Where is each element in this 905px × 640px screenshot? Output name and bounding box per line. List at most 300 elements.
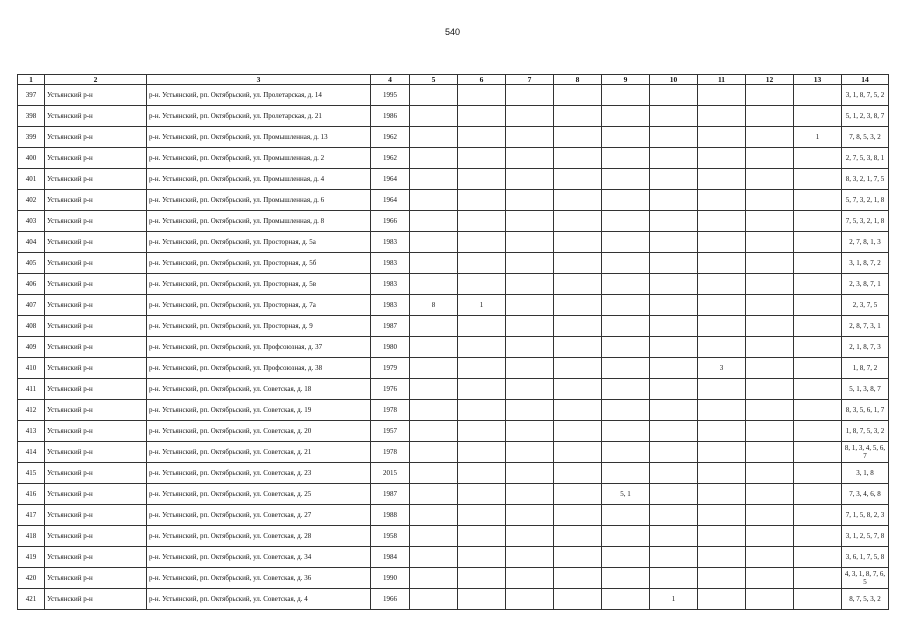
row-number: 412	[18, 400, 45, 421]
col14-cell: 8, 7, 5, 3, 2	[842, 589, 889, 610]
address-cell: р-н. Устьянский, рп. Октябрьский, ул. Промышленная, д. 13	[147, 127, 371, 148]
address-cell: р-н. Устьянский, рп. Октябрьский, ул. Советская, д. 27	[147, 505, 371, 526]
col10-cell	[650, 316, 698, 337]
col5-cell	[410, 421, 458, 442]
col6-cell	[458, 316, 506, 337]
col8-cell	[554, 589, 602, 610]
col9-cell	[602, 442, 650, 463]
district-cell: Устьянский р-н	[45, 295, 147, 316]
row-number: 401	[18, 169, 45, 190]
col13-cell	[794, 232, 842, 253]
district-cell: Устьянский р-н	[45, 400, 147, 421]
table-body	[18, 85, 889, 610]
col8-cell	[554, 253, 602, 274]
year-cell: 1964	[371, 190, 410, 211]
col14-cell: 2, 8, 7, 3, 1	[842, 316, 889, 337]
col10-cell	[650, 526, 698, 547]
col5-cell	[410, 148, 458, 169]
col10-cell	[650, 463, 698, 484]
row-number: 409	[18, 337, 45, 358]
col5-cell	[410, 106, 458, 127]
table-row	[18, 568, 889, 589]
address-cell: р-н. Устьянский, рп. Октябрьский, ул. Промышленная, д. 6	[147, 190, 371, 211]
district-cell: Устьянский р-н	[45, 589, 147, 610]
district-cell: Устьянский р-н	[45, 127, 147, 148]
col12-cell	[746, 484, 794, 505]
col9-cell	[602, 337, 650, 358]
district-cell: Устьянский р-н	[45, 568, 147, 589]
col11-cell	[698, 316, 746, 337]
col11-cell	[698, 211, 746, 232]
col13-cell: 1	[794, 127, 842, 148]
col9-cell	[602, 547, 650, 568]
col11-cell	[698, 253, 746, 274]
col10-cell	[650, 337, 698, 358]
col13-cell	[794, 274, 842, 295]
col13-cell	[794, 568, 842, 589]
col8-cell	[554, 421, 602, 442]
row-number: 405	[18, 253, 45, 274]
row-number: 408	[18, 316, 45, 337]
col5-cell	[410, 463, 458, 484]
col10-cell	[650, 358, 698, 379]
address-cell: р-н. Устьянский, рп. Октябрьский, ул. Советская, д. 19	[147, 400, 371, 421]
col9-cell	[602, 106, 650, 127]
col6-cell: 1	[458, 295, 506, 316]
col12-cell	[746, 505, 794, 526]
col6-cell	[458, 421, 506, 442]
col7-cell	[506, 295, 554, 316]
col6-cell	[458, 337, 506, 358]
col6-cell	[458, 463, 506, 484]
table-row	[18, 253, 889, 274]
row-number: 415	[18, 463, 45, 484]
district-cell: Устьянский р-н	[45, 106, 147, 127]
col8-cell	[554, 484, 602, 505]
col13-cell	[794, 526, 842, 547]
row-number: 411	[18, 379, 45, 400]
col14-cell: 3, 1, 8, 7, 5, 2	[842, 85, 889, 106]
col8-cell	[554, 505, 602, 526]
col9-cell	[602, 148, 650, 169]
col14-cell: 2, 3, 8, 7, 1	[842, 274, 889, 295]
col7-cell	[506, 379, 554, 400]
col10-cell	[650, 295, 698, 316]
col10-cell	[650, 148, 698, 169]
row-number: 413	[18, 421, 45, 442]
year-cell: 1964	[371, 169, 410, 190]
col8-cell	[554, 106, 602, 127]
col6-cell	[458, 547, 506, 568]
col13-cell	[794, 505, 842, 526]
address-cell: р-н. Устьянский, рп. Октябрьский, ул. Просторная, д. 5б	[147, 253, 371, 274]
district-cell: Устьянский р-н	[45, 421, 147, 442]
col9-cell	[602, 190, 650, 211]
col13-cell	[794, 316, 842, 337]
table-row	[18, 106, 889, 127]
col13-cell	[794, 148, 842, 169]
district-cell: Устьянский р-н	[45, 379, 147, 400]
col9-cell	[602, 421, 650, 442]
col12-cell	[746, 337, 794, 358]
col7-cell	[506, 274, 554, 295]
year-cell: 1966	[371, 211, 410, 232]
col9-cell	[602, 505, 650, 526]
column-header-7: 7	[506, 75, 554, 85]
col12-cell	[746, 400, 794, 421]
col10-cell	[650, 211, 698, 232]
col10-cell	[650, 442, 698, 463]
col5-cell	[410, 547, 458, 568]
col11-cell	[698, 442, 746, 463]
row-number: 419	[18, 547, 45, 568]
col10-cell	[650, 190, 698, 211]
col5-cell	[410, 505, 458, 526]
column-header-5: 5	[410, 75, 458, 85]
col13-cell	[794, 190, 842, 211]
district-cell: Устьянский р-н	[45, 337, 147, 358]
col9-cell	[602, 127, 650, 148]
col14-cell: 8, 3, 2, 1, 7, 5	[842, 169, 889, 190]
col11-cell	[698, 190, 746, 211]
address-cell: р-н. Устьянский, рп. Октябрьский, ул. Просторная, д. 7а	[147, 295, 371, 316]
col9-cell	[602, 463, 650, 484]
year-cell: 1978	[371, 442, 410, 463]
col11-cell	[698, 484, 746, 505]
col11-cell	[698, 505, 746, 526]
col9-cell	[602, 526, 650, 547]
col12-cell	[746, 547, 794, 568]
col7-cell	[506, 400, 554, 421]
col7-cell	[506, 127, 554, 148]
row-number: 420	[18, 568, 45, 589]
col7-cell	[506, 169, 554, 190]
col14-cell: 3, 6, 1, 7, 5, 8	[842, 547, 889, 568]
column-header-2: 2	[45, 75, 147, 85]
year-cell: 2015	[371, 463, 410, 484]
year-cell: 1978	[371, 400, 410, 421]
col11-cell: 3	[698, 358, 746, 379]
table-row	[18, 169, 889, 190]
col6-cell	[458, 379, 506, 400]
column-header-4: 4	[371, 75, 410, 85]
col14-cell: 7, 8, 5, 3, 2	[842, 127, 889, 148]
year-cell: 1983	[371, 253, 410, 274]
address-cell: р-н. Устьянский, рп. Октябрьский, ул. Просторная, д. 9	[147, 316, 371, 337]
col9-cell	[602, 85, 650, 106]
col12-cell	[746, 127, 794, 148]
col8-cell	[554, 358, 602, 379]
row-number: 397	[18, 85, 45, 106]
col10-cell	[650, 400, 698, 421]
col5-cell	[410, 358, 458, 379]
row-number: 399	[18, 127, 45, 148]
col13-cell	[794, 442, 842, 463]
col8-cell	[554, 316, 602, 337]
district-cell: Устьянский р-н	[45, 358, 147, 379]
row-number: 402	[18, 190, 45, 211]
col7-cell	[506, 316, 554, 337]
col10-cell	[650, 85, 698, 106]
col12-cell	[746, 253, 794, 274]
col10-cell	[650, 547, 698, 568]
district-cell: Устьянский р-н	[45, 85, 147, 106]
col6-cell	[458, 190, 506, 211]
col8-cell	[554, 379, 602, 400]
table-row	[18, 463, 889, 484]
col12-cell	[746, 295, 794, 316]
col7-cell	[506, 253, 554, 274]
col9-cell	[602, 358, 650, 379]
col5-cell	[410, 232, 458, 253]
col6-cell	[458, 169, 506, 190]
col5-cell: 8	[410, 295, 458, 316]
column-header-11: 11	[698, 75, 746, 85]
col7-cell	[506, 442, 554, 463]
col12-cell	[746, 568, 794, 589]
col6-cell	[458, 484, 506, 505]
col6-cell	[458, 85, 506, 106]
col5-cell	[410, 337, 458, 358]
year-cell: 1983	[371, 295, 410, 316]
district-cell: Устьянский р-н	[45, 526, 147, 547]
col14-cell: 2, 1, 8, 7, 3	[842, 337, 889, 358]
year-cell: 1966	[371, 589, 410, 610]
address-cell: р-н. Устьянский, рп. Октябрьский, ул. Советская, д. 28	[147, 526, 371, 547]
col10-cell	[650, 379, 698, 400]
table-row	[18, 316, 889, 337]
col12-cell	[746, 211, 794, 232]
col7-cell	[506, 589, 554, 610]
col9-cell	[602, 295, 650, 316]
col13-cell	[794, 589, 842, 610]
table-header	[18, 75, 889, 85]
col5-cell	[410, 211, 458, 232]
col7-cell	[506, 421, 554, 442]
column-header-1: 1	[18, 75, 45, 85]
col11-cell	[698, 274, 746, 295]
row-number: 410	[18, 358, 45, 379]
district-cell: Устьянский р-н	[45, 148, 147, 169]
col8-cell	[554, 211, 602, 232]
col7-cell	[506, 505, 554, 526]
col14-cell: 2, 7, 8, 1, 3	[842, 232, 889, 253]
table-row	[18, 505, 889, 526]
col8-cell	[554, 295, 602, 316]
col8-cell	[554, 232, 602, 253]
col9-cell	[602, 316, 650, 337]
district-cell: Устьянский р-н	[45, 253, 147, 274]
col14-cell: 3, 1, 8, 7, 2	[842, 253, 889, 274]
district-cell: Устьянский р-н	[45, 463, 147, 484]
address-cell: р-н. Устьянский, рп. Октябрьский, ул. Советская, д. 36	[147, 568, 371, 589]
row-number: 416	[18, 484, 45, 505]
col7-cell	[506, 148, 554, 169]
col7-cell	[506, 526, 554, 547]
col12-cell	[746, 526, 794, 547]
col8-cell	[554, 547, 602, 568]
year-cell: 1990	[371, 568, 410, 589]
col11-cell	[698, 421, 746, 442]
year-cell: 1980	[371, 337, 410, 358]
table-row	[18, 484, 889, 505]
table-row	[18, 232, 889, 253]
col8-cell	[554, 526, 602, 547]
address-cell: р-н. Устьянский, рп. Октябрьский, ул. Советская, д. 21	[147, 442, 371, 463]
col14-cell: 5, 1, 3, 8, 7	[842, 379, 889, 400]
col11-cell	[698, 463, 746, 484]
year-cell: 1958	[371, 526, 410, 547]
col5-cell	[410, 190, 458, 211]
col10-cell	[650, 169, 698, 190]
col11-cell	[698, 400, 746, 421]
address-cell: р-н. Устьянский, рп. Октябрьский, ул. Профсоюзная, д. 37	[147, 337, 371, 358]
table-row	[18, 442, 889, 463]
col13-cell	[794, 211, 842, 232]
col6-cell	[458, 106, 506, 127]
col9-cell	[602, 169, 650, 190]
col7-cell	[506, 106, 554, 127]
col8-cell	[554, 442, 602, 463]
district-cell: Устьянский р-н	[45, 547, 147, 568]
header-row	[18, 75, 889, 85]
address-cell: р-н. Устьянский, рп. Октябрьский, ул. Просторная, д. 5а	[147, 232, 371, 253]
col9-cell	[602, 211, 650, 232]
col12-cell	[746, 190, 794, 211]
col6-cell	[458, 127, 506, 148]
col11-cell	[698, 232, 746, 253]
row-number: 404	[18, 232, 45, 253]
col14-cell: 3, 1, 2, 5, 7, 8	[842, 526, 889, 547]
address-cell: р-н. Устьянский, рп. Октябрьский, ул. Советская, д. 18	[147, 379, 371, 400]
col7-cell	[506, 358, 554, 379]
col9-cell: 5, 1	[602, 484, 650, 505]
col6-cell	[458, 148, 506, 169]
row-number: 398	[18, 106, 45, 127]
row-number: 406	[18, 274, 45, 295]
col14-cell: 3, 1, 8	[842, 463, 889, 484]
col8-cell	[554, 337, 602, 358]
col5-cell	[410, 127, 458, 148]
col7-cell	[506, 211, 554, 232]
table-row	[18, 274, 889, 295]
col14-cell: 1, 8, 7, 5, 3, 2	[842, 421, 889, 442]
col13-cell	[794, 337, 842, 358]
year-cell: 1987	[371, 316, 410, 337]
col12-cell	[746, 169, 794, 190]
col9-cell	[602, 232, 650, 253]
col9-cell	[602, 568, 650, 589]
col5-cell	[410, 400, 458, 421]
year-cell: 1995	[371, 85, 410, 106]
table-row	[18, 85, 889, 106]
col13-cell	[794, 547, 842, 568]
col11-cell	[698, 379, 746, 400]
col11-cell	[698, 589, 746, 610]
register-table	[17, 74, 889, 610]
col14-cell: 4, 3, 1, 8, 7, 6, 5	[842, 568, 889, 589]
column-header-3: 3	[147, 75, 371, 85]
col10-cell	[650, 421, 698, 442]
table-row	[18, 547, 889, 568]
year-cell: 1988	[371, 505, 410, 526]
col11-cell	[698, 85, 746, 106]
column-header-12: 12	[746, 75, 794, 85]
col13-cell	[794, 463, 842, 484]
col11-cell	[698, 169, 746, 190]
col6-cell	[458, 253, 506, 274]
col6-cell	[458, 232, 506, 253]
table-row	[18, 358, 889, 379]
col9-cell	[602, 253, 650, 274]
col13-cell	[794, 253, 842, 274]
col7-cell	[506, 547, 554, 568]
table-row	[18, 589, 889, 610]
col6-cell	[458, 589, 506, 610]
district-cell: Устьянский р-н	[45, 442, 147, 463]
col6-cell	[458, 505, 506, 526]
year-cell: 1987	[371, 484, 410, 505]
address-cell: р-н. Устьянский, рп. Октябрьский, ул. Советская, д. 4	[147, 589, 371, 610]
year-cell: 1986	[371, 106, 410, 127]
row-number: 421	[18, 589, 45, 610]
col12-cell	[746, 379, 794, 400]
col10-cell	[650, 484, 698, 505]
col7-cell	[506, 337, 554, 358]
table-row	[18, 295, 889, 316]
col5-cell	[410, 568, 458, 589]
address-cell: р-н. Устьянский, рп. Октябрьский, ул. Советская, д. 25	[147, 484, 371, 505]
col10-cell	[650, 127, 698, 148]
column-header-10: 10	[650, 75, 698, 85]
row-number: 407	[18, 295, 45, 316]
col12-cell	[746, 148, 794, 169]
col8-cell	[554, 169, 602, 190]
district-cell: Устьянский р-н	[45, 232, 147, 253]
col14-cell: 8, 1, 3, 4, 5, 6, 7	[842, 442, 889, 463]
address-cell: р-н. Устьянский, рп. Октябрьский, ул. Советская, д. 34	[147, 547, 371, 568]
col14-cell: 7, 5, 3, 2, 1, 8	[842, 211, 889, 232]
row-number: 403	[18, 211, 45, 232]
col12-cell	[746, 589, 794, 610]
year-cell: 1962	[371, 127, 410, 148]
page-number: 540	[444, 27, 461, 37]
column-header-9: 9	[602, 75, 650, 85]
col11-cell	[698, 568, 746, 589]
col8-cell	[554, 85, 602, 106]
col12-cell	[746, 316, 794, 337]
col8-cell	[554, 127, 602, 148]
col5-cell	[410, 484, 458, 505]
col6-cell	[458, 526, 506, 547]
col5-cell	[410, 316, 458, 337]
address-cell: р-н. Устьянский, рп. Октябрьский, ул. Профсоюзная, д. 38	[147, 358, 371, 379]
col14-cell: 2, 3, 7, 5	[842, 295, 889, 316]
col5-cell	[410, 526, 458, 547]
col6-cell	[458, 274, 506, 295]
col7-cell	[506, 85, 554, 106]
district-cell: Устьянский р-н	[45, 274, 147, 295]
col8-cell	[554, 148, 602, 169]
table-row	[18, 211, 889, 232]
row-number: 400	[18, 148, 45, 169]
address-cell: р-н. Устьянский, рп. Октябрьский, ул. Промышленная, д. 4	[147, 169, 371, 190]
address-cell: р-н. Устьянский, рп. Октябрьский, ул. Советская, д. 23	[147, 463, 371, 484]
col9-cell	[602, 379, 650, 400]
row-number: 414	[18, 442, 45, 463]
col7-cell	[506, 484, 554, 505]
col11-cell	[698, 148, 746, 169]
